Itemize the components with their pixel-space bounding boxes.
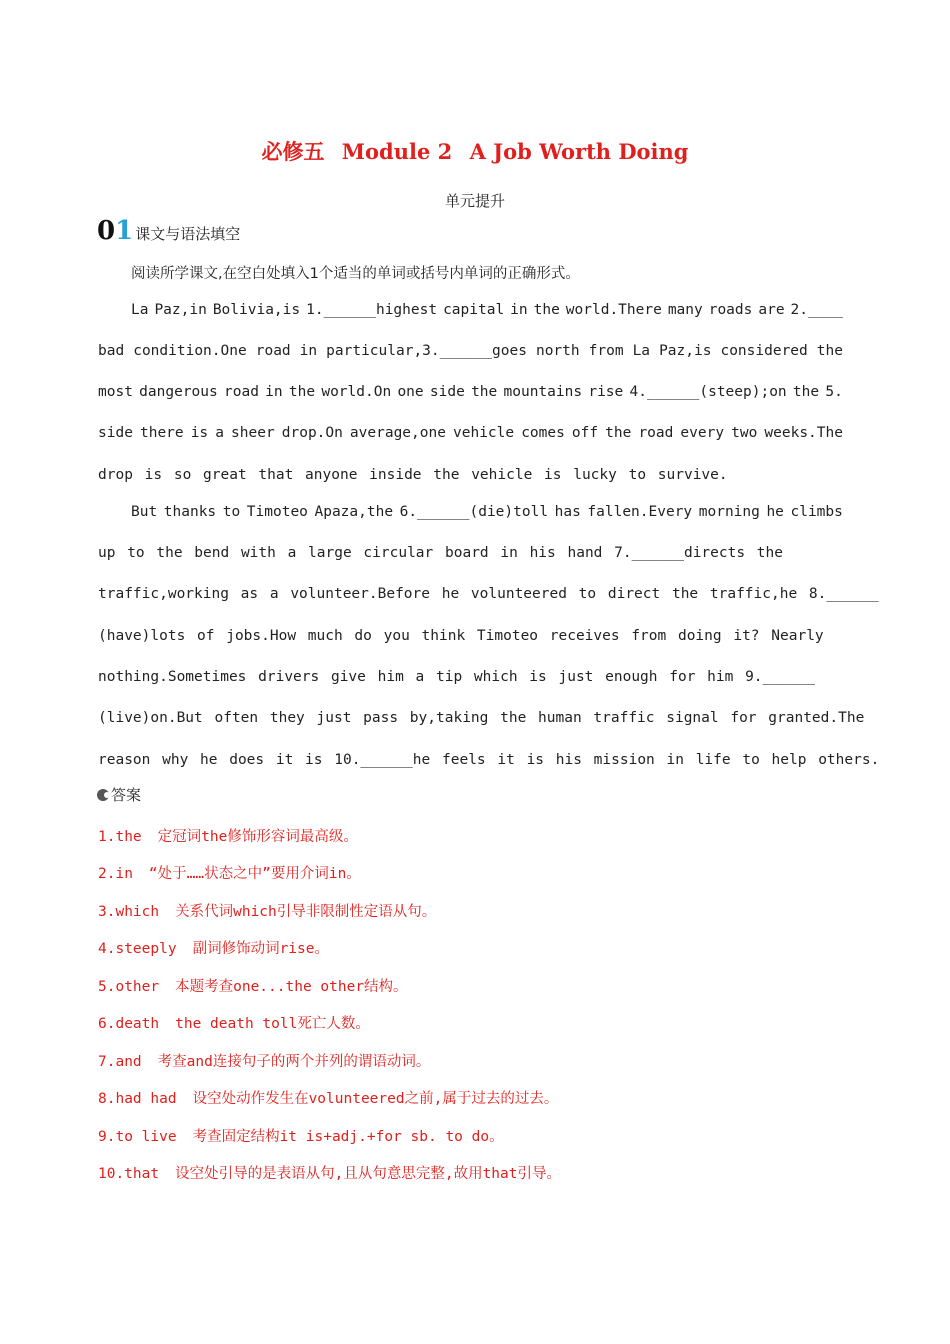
answer-key: 7.and bbox=[98, 1054, 142, 1070]
passage-line: But thanks to Timoteo Apaza,the 6.______(die)toll has fallen.Every morning he climbs bbox=[131, 504, 843, 520]
answer-explanation: 设空处引导的是表语从句,且从句意思完整,故用that引导。 bbox=[175, 1166, 561, 1182]
answer-item bbox=[98, 937, 329, 958]
answer-explanation: 考查and连接句子的两个并列的谓语动词。 bbox=[157, 1054, 431, 1070]
answer-explanation: 考查固定结构it is+adj.+for sb. to do。 bbox=[192, 1129, 504, 1145]
passage-line: La Paz,in Bolivia,is 1.______highest capital in the world.There many roads are 2.____ bbox=[131, 302, 843, 318]
passage-line: (have)lots of jobs.How much do you think Timoteo receives from doing it? Nearly bbox=[98, 628, 824, 644]
answer-explanation: 设空处动作发生在volunteered之前,属于过去的过去。 bbox=[192, 1091, 559, 1107]
answer-key: 10.that bbox=[98, 1166, 160, 1182]
answer-explanation: 定冠词the修饰形容词最高级。 bbox=[157, 829, 358, 845]
passage-line: most dangerous road in the world.On one side the mountains rise 4.______(steep);on the 5. bbox=[98, 384, 843, 400]
answer-explanation: 本题考查one...the other结构。 bbox=[175, 979, 408, 995]
answer-item bbox=[98, 975, 408, 996]
answer-heading bbox=[97, 784, 141, 805]
title-volume: 必修五 bbox=[261, 139, 325, 164]
answer-item bbox=[98, 825, 358, 846]
page-title bbox=[0, 136, 950, 166]
passage-line: traffic,working as a volunteer.Before he volunteered to direct the traffic,he 8.______ bbox=[98, 586, 879, 602]
answer-item bbox=[98, 1087, 558, 1108]
answer-explanation: the death toll死亡人数。 bbox=[175, 1016, 370, 1032]
section-heading bbox=[97, 216, 240, 246]
page-subtitle: 单元提升 bbox=[444, 192, 505, 210]
answer-item bbox=[98, 1050, 430, 1071]
answer-item bbox=[98, 862, 361, 883]
answer-key: 4.steeply bbox=[98, 941, 177, 957]
answer-key: 2.in bbox=[98, 866, 133, 882]
title-name: A Job Worth Doing bbox=[469, 139, 689, 164]
answer-icon bbox=[97, 789, 109, 801]
answer-key: 3.which bbox=[98, 904, 160, 920]
passage-line: up to the bend with a large circular board in his hand 7.______directs the bbox=[98, 545, 784, 561]
answer-key: 6.death bbox=[98, 1016, 160, 1032]
passage-line: drop is so great that anyone inside the vehicle is lucky to survive. bbox=[98, 467, 728, 483]
passage-line: bad condition.One road in particular,3.______goes north from La Paz,is considered the bbox=[98, 343, 843, 359]
answer-explanation: 关系代词which引导非限制性定语从句。 bbox=[175, 904, 437, 920]
instruction-text: 阅读所学课文,在空白处填入1个适当的单词或括号内单词的正确形式。 bbox=[131, 266, 580, 282]
answer-key: 9.to live bbox=[98, 1129, 177, 1145]
answer-item bbox=[98, 1012, 370, 1033]
answer-explanation: “处于……状态之中”要用介词in。 bbox=[148, 866, 361, 882]
answer-item bbox=[98, 900, 436, 921]
passage-line: reason why he does it is 10.______he feels it is his mission in life to help others. bbox=[98, 752, 880, 768]
answer-key: 1.the bbox=[98, 829, 142, 845]
passage-line: nothing.Sometimes drivers give him a tip which is just enough for him 9.______ bbox=[98, 669, 815, 685]
answer-key: 8.had had bbox=[98, 1091, 177, 1107]
answer-item bbox=[98, 1125, 504, 1146]
passage-line: (live)on.But often they just pass by,taking the human traffic signal for granted.The bbox=[98, 710, 865, 726]
answer-explanation: 副词修饰动词rise。 bbox=[192, 941, 329, 957]
answer-label: 答案 bbox=[111, 786, 142, 804]
section-number: 01 bbox=[97, 216, 134, 246]
answer-item bbox=[98, 1162, 561, 1183]
section-title: 课文与语法填空 bbox=[135, 225, 241, 243]
answer-key: 5.other bbox=[98, 979, 160, 995]
title-module: Module 2 bbox=[341, 139, 453, 164]
passage-line: side there is a sheer drop.On average,one vehicle comes off the road every two weeks.The bbox=[98, 425, 843, 441]
